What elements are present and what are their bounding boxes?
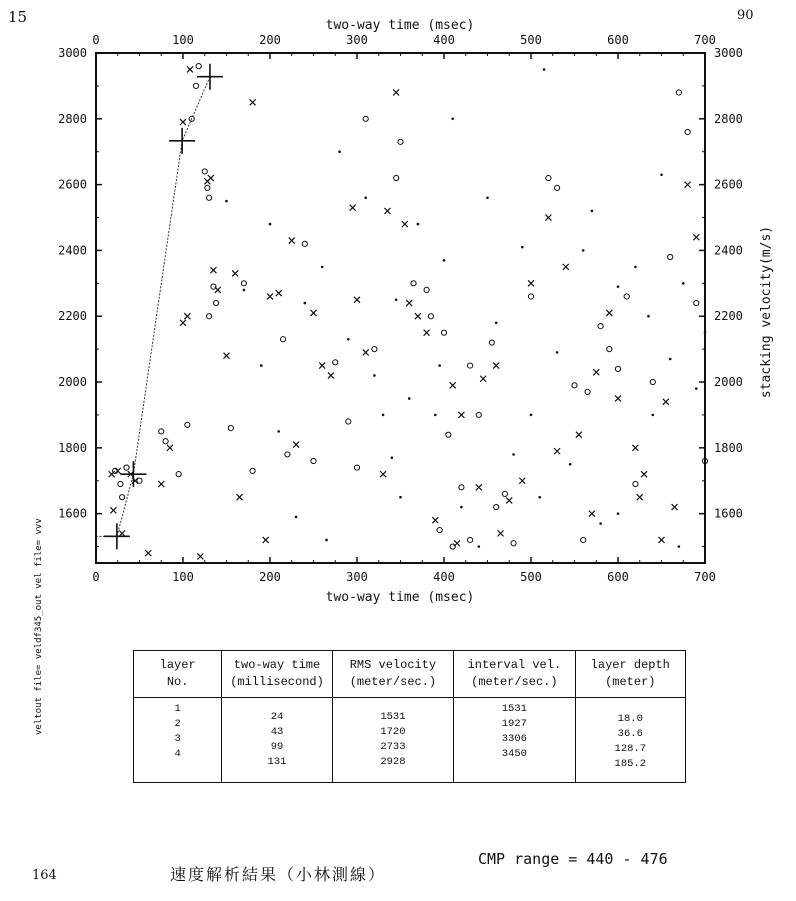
semblance-circle [120, 495, 125, 500]
interval-vel-cell: 1531 1927 3306 3450 [454, 698, 575, 783]
semblance-cross [319, 363, 325, 369]
semblance-dot [443, 259, 446, 262]
semblance-circle [202, 169, 207, 174]
x-axis-label-top: two-way time (msec) [325, 18, 475, 33]
semblance-dot [569, 463, 572, 466]
semblance-cross [519, 478, 525, 484]
semblance-cross [180, 119, 186, 125]
semblance-cross [276, 290, 282, 296]
semblance-dot [347, 338, 350, 341]
semblance-cross [250, 99, 256, 105]
semblance-cross [197, 553, 203, 559]
semblance-dot [269, 223, 272, 226]
semblance-circle [193, 83, 198, 88]
semblance-dot [391, 456, 394, 459]
cmp-range-label: CMP range = 440 - 476 [478, 850, 668, 868]
semblance-circle [124, 465, 129, 470]
page-number-left: 15 [8, 8, 28, 26]
semblance-circle [459, 485, 464, 490]
semblance-circle [585, 389, 590, 394]
semblance-dot [512, 453, 515, 456]
semblance-circle [205, 185, 210, 190]
y-tick-label-left: 1800 [58, 440, 87, 455]
semblance-circle [446, 432, 451, 437]
semblance-dot [438, 364, 441, 367]
header-layer-depth: layer depth (meter) [575, 651, 685, 698]
semblance-circle [411, 281, 416, 286]
semblance-circle [196, 64, 201, 69]
semblance-dot [617, 512, 620, 515]
semblance-cross [208, 175, 214, 181]
semblance-circle [333, 360, 338, 365]
semblance-dot [543, 68, 546, 71]
semblance-dot [669, 358, 672, 361]
semblance-cross [215, 287, 221, 293]
header-rms-velocity: RMS velocity (meter/sec.) [332, 651, 453, 698]
semblance-dot [382, 414, 385, 417]
semblance-circle [511, 541, 516, 546]
semblance-circle [633, 481, 638, 486]
y-tick-label-left: 3000 [58, 46, 87, 60]
semblance-cross [424, 330, 430, 336]
semblance-circle [437, 527, 442, 532]
semblance-dot [617, 285, 620, 288]
semblance-circle [546, 175, 551, 180]
semblance-circle [176, 472, 181, 477]
semblance-circle [207, 195, 212, 200]
semblance-cross [180, 320, 186, 326]
semblance-dot [599, 522, 602, 525]
page-number-right: 90 [737, 8, 754, 23]
semblance-circle [468, 363, 473, 368]
semblance-circle [228, 425, 233, 430]
x-tick-label-top: 100 [172, 33, 194, 47]
x-tick-label-top: 300 [346, 33, 368, 47]
x-tick-label-bottom: 200 [259, 570, 281, 584]
semblance-dot [338, 150, 341, 153]
semblance-dot [591, 210, 594, 213]
semblance-cross [693, 234, 699, 240]
y-tick-label-left: 1600 [58, 506, 87, 521]
x-axis-label-bottom: two-way time (msec) [325, 590, 475, 605]
semblance-cross [328, 372, 334, 378]
semblance-circle [213, 300, 218, 305]
semblance-cross [498, 530, 504, 536]
semblance-cross [554, 448, 560, 454]
velocity-pick-marker [104, 523, 130, 549]
semblance-circle [555, 185, 560, 190]
two-way-time-cell: 24 43 99 131 [222, 698, 332, 783]
semblance-circle [118, 481, 123, 486]
semblance-cross [109, 471, 115, 477]
semblance-dot [682, 282, 685, 285]
y-tick-label-left: 2400 [58, 243, 87, 258]
semblance-dot [634, 266, 637, 269]
semblance-circle [494, 504, 499, 509]
semblance-cross [615, 395, 621, 401]
x-tick-label-top: 0 [92, 33, 100, 47]
semblance-circle [394, 175, 399, 180]
semblance-circle [285, 452, 290, 457]
semblance-cross [528, 280, 534, 286]
semblance-cross [493, 363, 499, 369]
semblance-cross [659, 537, 665, 543]
y-axis-label-right: stacking velocity(m/s) [759, 225, 774, 399]
semblance-dot [538, 496, 541, 499]
semblance-circle [185, 422, 190, 427]
semblance-circle [159, 429, 164, 434]
semblance-cross [415, 313, 421, 319]
y-tick-label-right: 2600 [714, 177, 743, 192]
semblance-cross [210, 267, 216, 273]
semblance-cross [289, 238, 295, 244]
semblance-cross [380, 471, 386, 477]
semblance-circle [528, 294, 533, 299]
x-tick-label-top: 400 [433, 33, 455, 47]
x-tick-label-top: 700 [694, 33, 716, 47]
x-tick-label-bottom: 700 [694, 570, 716, 584]
semblance-circle [311, 458, 316, 463]
semblance-dot [647, 315, 650, 318]
header-layer-no: layer No. [134, 651, 222, 698]
semblance-cross [110, 507, 116, 513]
semblance-cross [593, 369, 599, 375]
semblance-cross [119, 530, 125, 536]
semblance-circle [346, 419, 351, 424]
figure-caption: 速度解析結果（小林測線） [170, 865, 387, 884]
y-tick-label-left: 2800 [58, 111, 87, 126]
x-tick-label-bottom: 600 [607, 570, 629, 584]
y-tick-label-left: 2600 [58, 177, 87, 192]
semblance-cross [641, 471, 647, 477]
semblance-dot [364, 196, 367, 199]
semblance-dot [295, 516, 298, 519]
layer-no-cell: 1 2 3 4 [134, 698, 222, 783]
semblance-dot [530, 414, 533, 417]
y-tick-label-left: 2000 [58, 375, 87, 390]
semblance-circle [372, 347, 377, 352]
semblance-dot [225, 200, 228, 203]
layer-summary-table [133, 650, 686, 783]
semblance-cross [432, 517, 438, 523]
semblance-circle [468, 537, 473, 542]
semblance-circle [398, 139, 403, 144]
semblance-cross [187, 66, 193, 72]
semblance-circle [502, 491, 507, 496]
semblance-circle [615, 366, 620, 371]
semblance-dot [304, 302, 307, 305]
semblance-dot [652, 414, 655, 417]
semblance-dot [486, 196, 489, 199]
x-tick-label-bottom: 100 [172, 570, 194, 584]
semblance-cross [263, 537, 269, 543]
semblance-dot [495, 322, 498, 325]
velocity-pick-marker [120, 461, 146, 487]
semblance-dot [660, 173, 663, 176]
semblance-circle [572, 383, 577, 388]
y-tick-label-right: 2400 [714, 243, 743, 258]
semblance-dot [478, 545, 481, 548]
y-tick-label-right: 2000 [714, 375, 743, 390]
y-tick-label-right: 3000 [714, 46, 743, 60]
semblance-circle [441, 330, 446, 335]
semblance-circle [598, 323, 603, 328]
semblance-cross [663, 399, 669, 405]
semblance-circle [207, 314, 212, 319]
header-two-way-time: two-way time (millisecond) [222, 651, 332, 698]
semblance-dot [451, 118, 454, 121]
table-row [134, 698, 686, 783]
semblance-cross [406, 300, 412, 306]
semblance-dot [704, 331, 707, 334]
semblance-cross [545, 215, 551, 221]
x-tick-label-top: 600 [607, 33, 629, 47]
semblance-circle [250, 468, 255, 473]
semblance-cross [589, 511, 595, 517]
semblance-dot [556, 351, 559, 354]
semblance-dot [325, 539, 328, 542]
x-tick-label-bottom: 0 [92, 570, 100, 584]
semblance-circle [668, 254, 673, 259]
semblance-circle [650, 379, 655, 384]
semblance-dot [260, 364, 263, 367]
layer-depth-cell: 18.0 36.6 128.7 185.2 [575, 698, 685, 783]
semblance-dot [434, 414, 437, 417]
semblance-circle [163, 439, 168, 444]
semblance-circle [607, 347, 612, 352]
x-tick-label-top: 500 [520, 33, 542, 47]
y-tick-label-right: 1800 [714, 440, 743, 455]
semblance-dot [695, 387, 698, 390]
semblance-cross [454, 540, 460, 546]
semblance-cross [267, 293, 273, 299]
y-tick-label-right: 2200 [714, 309, 743, 324]
semblance-cross [384, 208, 390, 214]
semblance-dot [678, 545, 681, 548]
semblance-cross [311, 310, 317, 316]
y-tick-label-right: 1600 [714, 506, 743, 521]
semblance-cross [237, 494, 243, 500]
table-header-row [134, 651, 686, 698]
semblance-dot [582, 249, 585, 252]
semblance-dot [277, 430, 280, 433]
y-tick-label-right: 2800 [714, 111, 743, 126]
semblance-circle [476, 412, 481, 417]
semblance-dot [395, 298, 398, 301]
x-tick-label-bottom: 300 [346, 570, 368, 584]
semblance-circle [424, 287, 429, 292]
semblance-cross [232, 270, 238, 276]
semblance-cross [606, 310, 612, 316]
semblance-circle [241, 281, 246, 286]
picked-velocity-line [96, 77, 210, 537]
semblance-circle [676, 90, 681, 95]
semblance-cross [167, 445, 173, 451]
semblance-cross [458, 412, 464, 418]
semblance-circle [694, 300, 699, 305]
semblance-dot [417, 223, 420, 226]
semblance-cross [685, 182, 691, 188]
rms-velocity-cell: 1531 1720 2733 2928 [332, 698, 453, 783]
semblance-circle [280, 337, 285, 342]
semblance-cross [476, 484, 482, 490]
semblance-dot [321, 266, 324, 269]
semblance-cross [632, 445, 638, 451]
semblance-cross [576, 432, 582, 438]
semblance-circle [489, 340, 494, 345]
semblance-cross [184, 313, 190, 319]
x-tick-label-top: 200 [259, 33, 281, 47]
semblance-cross [672, 504, 678, 510]
semblance-cross [393, 89, 399, 95]
header-interval-vel: interval vel. (meter/sec.) [454, 651, 575, 698]
velocity-pick-marker [169, 128, 195, 154]
semblance-cross [637, 494, 643, 500]
semblance-circle [581, 537, 586, 542]
semblance-cross [158, 481, 164, 487]
semblance-circle [428, 314, 433, 319]
semblance-dot [521, 246, 524, 249]
semblance-circle [685, 129, 690, 134]
semblance-cross [293, 442, 299, 448]
semblance-cross [354, 297, 360, 303]
semblance-cross [506, 497, 512, 503]
bottom-left-mark: 164 [32, 868, 57, 883]
semblance-circle [302, 241, 307, 246]
y-tick-label-left: 2200 [58, 309, 87, 324]
semblance-cross [350, 205, 356, 211]
semblance-circle [363, 116, 368, 121]
semblance-dot [373, 374, 376, 377]
x-tick-label-bottom: 400 [433, 570, 455, 584]
semblance-circle [624, 294, 629, 299]
semblance-cross [224, 353, 230, 359]
semblance-cross [563, 264, 569, 270]
semblance-circle [354, 465, 359, 470]
semblance-cross [145, 550, 151, 556]
semblance-cross [363, 349, 369, 355]
semblance-cross [450, 382, 456, 388]
semblance-cross [480, 376, 486, 382]
semblance-cross [402, 221, 408, 227]
semblance-cross [115, 468, 121, 474]
semblance-dot [460, 506, 463, 509]
semblance-dot [408, 397, 411, 400]
semblance-dot [243, 289, 246, 292]
side-file-note: veltout file= veldf345_out vel file= vvv [34, 518, 44, 735]
x-tick-label-bottom: 500 [520, 570, 542, 584]
semblance-dot [399, 496, 402, 499]
